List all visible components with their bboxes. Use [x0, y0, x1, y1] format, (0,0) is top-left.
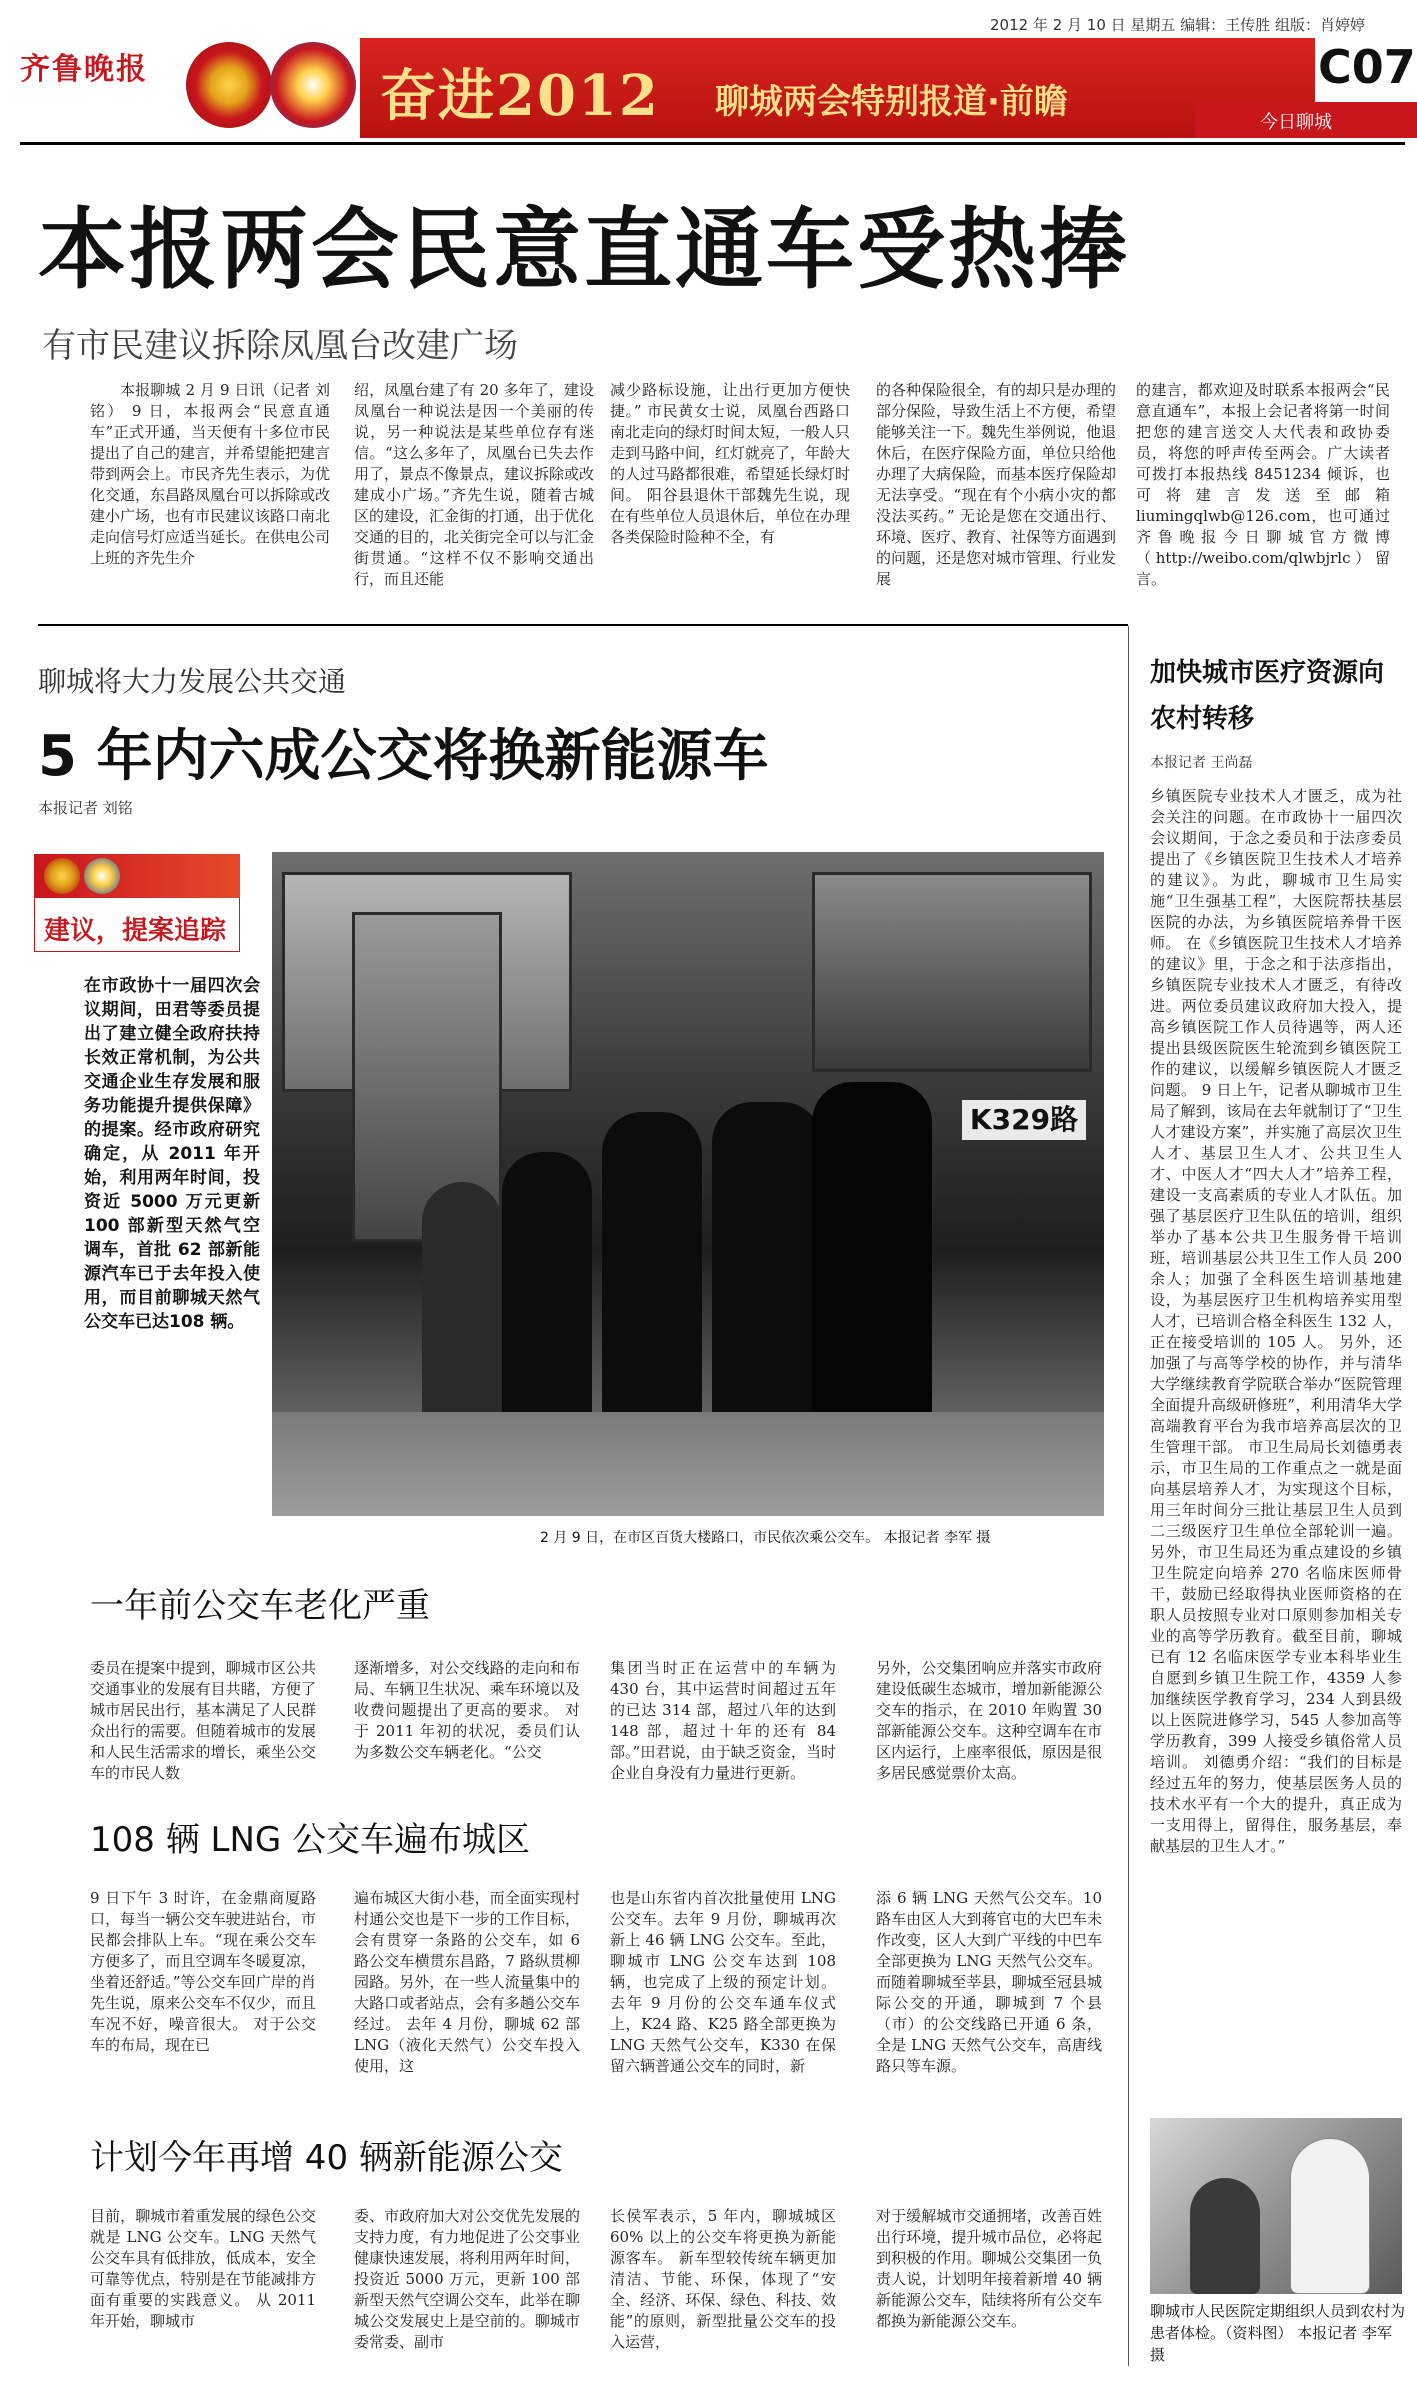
section2-column-1: 9 日下午 3 时许，在金鼎商厦路口，每当一辆公交车驶进站台，市民都会排队上车。“现在乘公交车方便多了，而且空调车冬暖夏凉，坐着还舒适。”等公交车回广岸的肖先生说，原来公交车不仅少，而且车况不好，噪音很大。 对于公交车的布局，现在已: [90, 1889, 316, 2054]
clinic-photo-caption: 聊城市人民医院定期组织人员到农村为患者体检。（资料图） 本报记者 李军 摄: [1150, 2302, 1406, 2364]
side-story-byline: 本报记者 王尚磊: [1150, 755, 1253, 771]
story1-column-1: 本报聊城 2 月 9 日讯（记者 刘铭） 9 日，本报两会“民意直通车”正式开通，当天便有十多位市民提出了自己的建言，并希望能把建言带到两会上。市民齐先生表示，为优化交通，东昌路凤凰台可以拆除或改建小广场，也有市民建议该路口南北走向信号灯应适当延长。在供电公司上班的齐先生介: [90, 381, 330, 567]
side-story-title: 加快城市医疗资源向农村转移: [1150, 658, 1385, 734]
masthead-logo: 齐鲁晚报: [20, 52, 148, 87]
story2-headline: 5 年内六成公交将换新能源车: [38, 724, 769, 789]
story1-divider: [38, 624, 1128, 626]
bus-photo-caption: 2 月 9 日，在市区百货大楼路口，市民依次乘公交车。 本报记者 李军 摄: [540, 1530, 991, 1546]
section3-column-1: 目前，聊城市着重发展的绿色公交就是 LNG 公交车。LNG 天然气公交车具有低排放，低成本，安全可靠等优点，特别是在节能减排方面有重要的实践意义。 从 2011 年开始，聊城市: [90, 2207, 316, 2330]
story1-column-5: 的建言，都欢迎及时联系本报两会“民意直通车”，本报上会记者将第一时间把您的建言送交人大代表和政协委员，将您的呼声传至两会。广大读者可拨打本报热线 8451234 倾诉，也可将建言发送至邮箱 liumingqlwb@126.com，也可通过齐鲁晚报今日聊城官方微博（http://weibo.com/qlwbjrlc）留言。: [1136, 381, 1390, 588]
section-heading-1: 一年前公交车老化严重: [90, 1586, 430, 1626]
section-name: 今日聊城: [1260, 112, 1332, 133]
tag-emblem-icon: [44, 858, 80, 894]
section3-column-4: 对于缓解城市交通拥堵，改善百姓出行环境，提升城市品位，必将起到积极的作用。聊城公交集团一负责人说，计划明年接着新增 40 辆新能源公交车，陆续将所有公交车都换为新能源公交车。: [876, 2207, 1102, 2330]
story2-byline: 本报记者 刘铭: [38, 799, 133, 817]
section-heading-3: 计划今年再增 40 辆新能源公交: [90, 2138, 563, 2178]
section2-column-4: 添 6 辆 LNG 天然气公交车。10 路车由区人大到蒋官屯的大巴车未作改变，区人大到广平线的中巴车全部更换为 LNG 天然气公交车。而随着聊城至莘县，聊城至冠县城际公交的开通，聊城到 7 个县（市）的公交线路已开通 6 条，全是 LNG 天然气公交车，高唐线路只等车源。: [876, 1889, 1102, 2075]
main-headline: 本报两会民意直通车受热捧: [38, 198, 1131, 301]
bus-photo: [272, 852, 1104, 1516]
tag-label: 建议，提案追踪: [44, 916, 227, 946]
column-separator: [1128, 626, 1129, 2366]
main-subhead: 有市民建议拆除凤凰台改建广场: [42, 326, 518, 366]
story2-lead: 在市政协十一届四次会议期间，田君等委员提出了建立健全政府扶持长效正常机制，为公共交通企业生存发展和服务功能提升提供保障》的提案。经市政府研究确定，从 2011 年开始，利用两年时间，投资近 5000 万元更新 100 部新型天然气空调车，首批 62 部新能源汽车已于去年投入使用，而目前聊城天然气公交车已达108 辆。: [84, 976, 260, 1332]
date-editor-line: 2012 年 2 月 10 日 星期五 编辑：王传胜 组版：肖婷婷: [990, 16, 1365, 34]
clinic-photo: [1150, 2118, 1402, 2294]
header-sub-title: 聊城两会特别报道·前瞻: [715, 82, 1068, 122]
section2-column-3: 也是山东省内首次批量使用 LNG 公交车。去年 9 月份，聊城再次新上 46 辆 LNG 公交车。至此，聊城市 LNG 公交车达到 108 辆，也完成了上级的预定计划。 去年 9 月份的公交车通车仪式上，K24 路、K25 路全部更换为 LNG 天然气公交车，K330 在保留六辆普通公交车的同时，新: [610, 1889, 836, 2075]
story2-kicker: 聊城将大力发展公共交通: [38, 665, 347, 698]
header-divider: [20, 142, 1405, 145]
story1-column-2: 绍，凤凰台建了有 20 多年了，建设凤凰台一种说法是因一个美丽的传说，另一种说法是某些单位存有迷信。“这么多年了，凤凰台已失去作用了，景点不像景点，建议拆除或改建成小广场。”齐先生说，随着古城区的建设，汇金街的打通，出于优化交通的目的，北关街完全可以与汇金街贯通。“这样不仅不影响交通出行，而且还能: [354, 381, 594, 588]
side-story-body: 乡镇医院专业技术人才匮乏，成为社会关注的问题。在市政协十一届四次会议期间，于念之委员和于法彦委员提出了《乡镇医院卫生技术人才培养的建议》。为此，聊城市卫生局实施“卫生强基工程”，大医院帮扶基层医院的办法，为乡镇医院培养骨干医师。 在《乡镇医院卫生技术人才培养的建议》里，于念之和于法彦指出，乡镇医院专业技术人才匮乏，有待改进。两位委员建议政府加大投入，提高乡镇医院工作人员待遇等，两人还提出县级医院医生轮流到乡镇医院工作的建议，以缓解乡镇医院人才匮乏问题。 9 日上午，记者从聊城市卫生局了解到，该局在去年就制订了“卫生人才建设方案”，并实施了高层次卫生人才、基层卫生人才、公共卫生人才、中医人才“四大人才”培养工程，建设一支高素质的专业人才队伍。加强了基层医疗卫生队伍的培训，组织举办了基本公共卫生服务骨干培训班，培训基层公共卫生工作人员 200 余人；加强了全科医生培训基地建设，为基层医疗卫生机构培养实用型人才，已培训合格全科医生 132 人，正在接受培训的 105 人。 另外，还加强了与高等学校的协作，并与清华大学继续教育学院联合举办“医院管理全面提升高级研修班”，利用清华大学高端教育平台为我市培养高层次的卫生管理干部。 市卫生局局长刘德勇表示，市卫生局的工作重点之一就是面向基层培养人才，为实现这个目标，用三年时间分三批让基层卫生人员到二三级医疗卫生单位全部轮训一遍。 另外，市卫生局还为重点建设的乡镇卫生院定向培养 270 名临床医师骨干，鼓励已经取得执业医师资格的在职人员按照专业对口原则参加相关专业的高等学历教育。截至目前，聊城已有 12 名临床医学专业本科毕业生自愿到乡镇卫生院工作，4359 人参加继续医学教育学习，234 人到县级以上医院进修学习，545 人参加高等学历教育，399 人接受乡镇俗常人员培训。 刘德勇介绍：“我们的目标是经过五年的努力，使基层医务人员的技术水平有一个大的提升，真正成为一支用得上，留得住，服务基层，奉献基层的卫生人才。”: [1150, 787, 1402, 1855]
header-main-title: 奋进2012: [380, 63, 660, 129]
doctor-figure: [1290, 2138, 1370, 2294]
section-heading-2: 108 辆 LNG 公交车遍布城区: [90, 1820, 531, 1860]
section3-column-3: 长侯军表示，5 年内，聊城城区 60% 以上的公交车将更换为新能源客车。 新车型较传统车辆更加清洁、节能、环保，体现了“安全、经济、环保、绿色、科技、效能”的原则，新型批量公交车的投入运营，: [610, 2207, 836, 2351]
page-number: C07: [1318, 40, 1416, 94]
section2-column-2: 遍布城区大街小巷，而全面实现村村通公交也是下一步的工作目标，会有贯穿一条路的公交车，如 6 路公交车横贯东昌路，7 路纵贯柳园路。另外，在一些人流量集中的大路口或者站点，会有多趟公交车经过。 去年 4 月份，聊城 62 部 LNG（液化天然气）公交车投入使用，这: [354, 1889, 580, 2075]
section1-column-1: 委员在提案中提到，聊城市区公共交通事业的发展有目共睹，方便了城市居民出行，基本满足了人民群众出行的需要。但随着城市的发展和人民生活需求的增长，乘坐公交车的市民人数: [90, 1659, 316, 1782]
section3-column-2: 委、市政府加大对公交优先发展的支持力度，有力地促进了公交事业健康快速发展，将利用两年时间，投资近 5000 万元，更新 100 部新型天然气空调公交车，此举在聊城公交发展史上是空前的。聊城市委常委、副市: [354, 2207, 580, 2351]
road-surface: [272, 1412, 1104, 1516]
section1-column-2: 逐渐增多，对公交线路的走向和布局、车辆卫生状况、乘车环境以及收费问题提出了更高的要求。 对于 2011 年初的状况，委员们认为多数公交车辆老化。“公交: [354, 1659, 580, 1761]
bus-route-sign: K329路: [962, 1100, 1086, 1140]
bus-front-window: [812, 872, 1092, 1072]
tag-cppcc-icon: [84, 858, 120, 894]
section1-column-3: 集团当时正在运营中的车辆为 430 台，其中运营时间超过五年的已达 314 部，超过八年的达到 148 部，超过十年的还有 84 部。”田君说，由于缺乏资金，当时企业自身没有力量进行更新。: [610, 1659, 836, 1782]
story1-column-4: 的各种保险很全，有的却只是办理的部分保险，导致生活上不方便，希望能够关注一下。魏先生举例说，他退休后，在医疗保险方面，单位只给他办理了大病保险，而基本医疗保险却无法享受。“现在有个小病小灾的都没法买药。” 无论是您在交通出行、环境、医疗、教育、社保等方面遇到的问题，还是您对城市管理、行业发展: [876, 381, 1116, 588]
cppcc-emblem-icon: [270, 42, 356, 128]
patient-figure: [1190, 2178, 1260, 2294]
section1-column-4: 另外，公交集团响应并落实市政府建设低碳生态城市，增加新能源公交车的指示，在 2010 年购置 30 部新能源公交车。这种空调车在市区内运行，上座率很低，原因是很多居民感觉票价太高。: [876, 1659, 1102, 1782]
national-emblem-icon: [186, 42, 272, 128]
story1-column-3: 减少路标设施，让出行更加方便快捷。” 市民黄女士说，凤凰台西路口南北走向的绿灯时间太短，一般人只走到马路中间，红灯就亮了，年龄大的人过马路都很难，希望延长绿灯时间。 阳谷县退休干部魏先生说，现在有些单位人员退休后，单位在办理各类保险时险种不全，有: [610, 381, 850, 546]
